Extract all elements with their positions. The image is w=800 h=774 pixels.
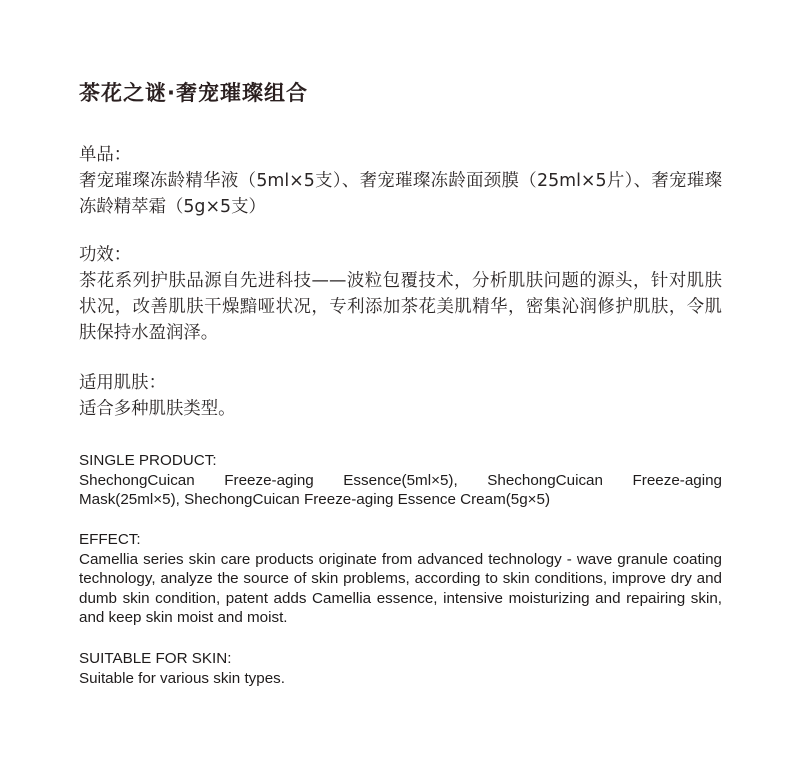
en-suitable-skin-text: Suitable for various skin types.: [79, 669, 285, 687]
en-suitable-skin-section: [79, 649, 722, 688]
en-single-product-section: [79, 451, 722, 510]
en-single-product-text: ShechongCuican Freeze-aging Essence(5ml×5), ShechongCuican Freeze-aging Mask(25ml×5), ShechongCuican Freeze-aging Essence Cream(5g×5): [79, 471, 722, 508]
cn-suitable-skin-label: 适用肌肤：: [79, 373, 166, 393]
cn-effect-label: 功效：: [79, 245, 132, 265]
en-single-product-label: SINGLE PRODUCT:: [79, 452, 217, 469]
en-effect-text: Camellia series skin care products originate from advanced technology - wave granule coating technology, analyze the source of skin problems, according to skin conditions, improve dry and dumb skin condition, patent adds Camellia essence, intensive moisturizing and repairing skin, and keep skin moist and moist.: [79, 550, 722, 626]
en-effect-section: [79, 530, 722, 628]
page-title: 茶花之谜·奢宠璀璨组合: [79, 81, 308, 105]
cn-single-product-label: 单品：: [79, 145, 132, 165]
cn-suitable-skin-section: [79, 370, 722, 422]
cn-single-product-text: 奢宠璀璨冻龄精华液（5ml×5支）、奢宠璀璨冻龄面颈膜（25ml×5片）、奢宠璀璨冻龄精萃霜（5g×5支）: [79, 171, 722, 217]
product-description: [79, 0, 722, 774]
en-suitable-skin-label: SUITABLE FOR SKIN:: [79, 650, 232, 667]
en-effect-label: EFFECT:: [79, 531, 141, 548]
cn-single-product-section: [79, 142, 722, 220]
cn-effect-text: 茶花系列护肤品源自先进科技——波粒包覆技术，分析肌肤问题的源头，针对肌肤状况，改善肌肤干燥黯哑状况，专利添加茶花美肌精华，密集沁润修护肌肤，令肌肤保持水盈润泽。: [79, 271, 722, 343]
cn-suitable-skin-text: 适合多种肌肤类型。: [79, 399, 236, 419]
cn-effect-section: [79, 242, 722, 346]
